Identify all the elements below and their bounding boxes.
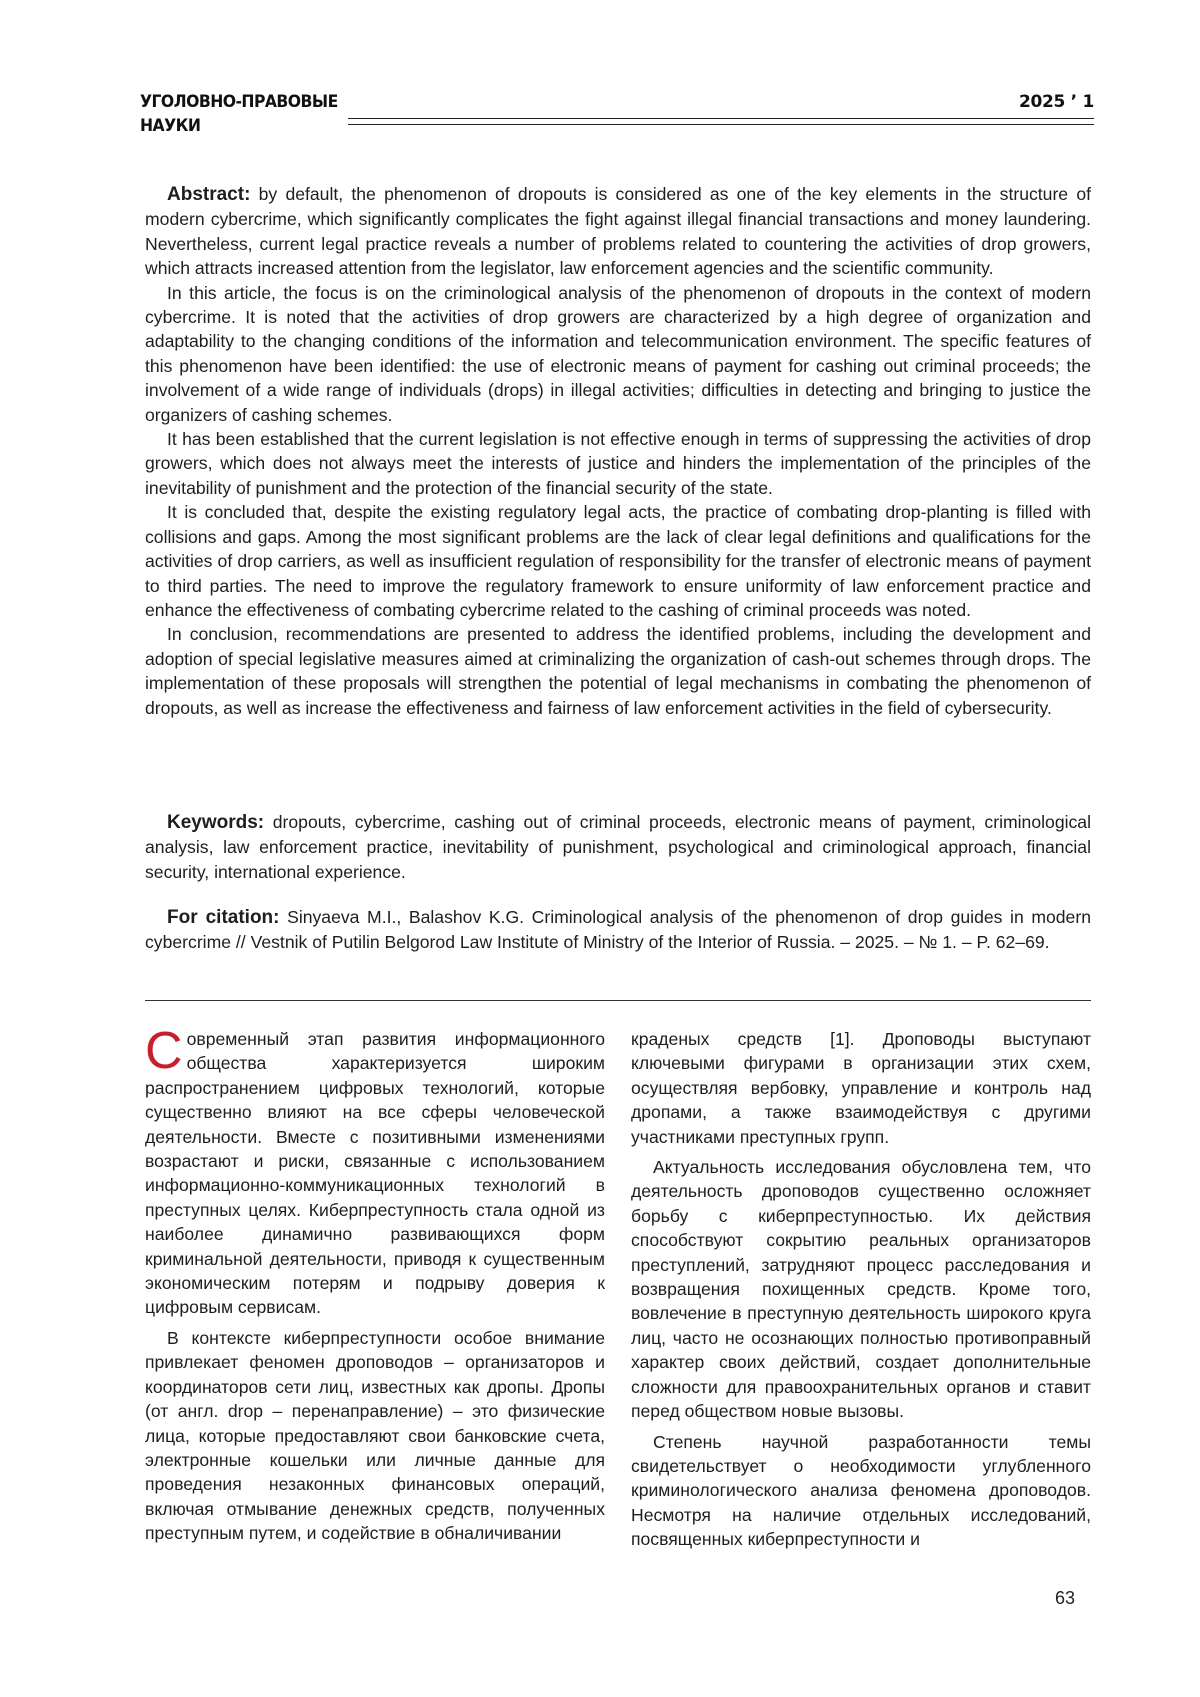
abstract-paragraph: It is concluded that, despite the existing regulatory legal acts, the practice of combating drop-planting is filled with collisions and gaps. Among the most significant problems are the lack of clear legal definitions and qualifications for the activities of drop carriers, as well as insufficient regulation of responsibility for the transfer of electronic means of payment to third parties. The need to improve the regulatory framework to ensure uniformity of law enforcement practice and enhance the effectiveness of combating cybercrime related to the cashing of criminal proceeds was noted. [145,502,1091,620]
drop-cap: С [145,1022,183,1080]
body-column-left [145,1022,605,1546]
journal-section-title [140,90,338,138]
abstract-paragraph [145,182,1091,281]
body-paragraph: Актуальность исследования обусловлена тем, что деятельность дроповодов существенно осложняет борьбу с киберпреступностью. Их действия способствуют сокрытию реальных организаторов преступлений, затрудняют процесс расследования и возвращения похищенных средств. Кроме того, вовлечение в преступную деятельность широкого круга лиц, часто не осознающих полностью противоправный характер своих действий, создает дополнительные сложности для правоохранительных органов и ставит перед обществом новые вызовы. [631,1157,1091,1422]
abstract-paragraph: In conclusion, recommendations are presented to address the identified problems, including the development and adoption of special legislative measures aimed at criminalizing the organization of cash-out schemes through drops. The implementation of these proposals will strengthen the potential of legal mechanisms in combating the phenomenon of dropouts, as well as increase the effectiveness and fairness of law enforcement activities in the field of cybersecurity. [145,624,1091,718]
citation-block [145,905,1091,955]
body-paragraph [145,1022,605,1320]
body-text: овременный этап развития информационного общества характеризуется широким распространением цифровых технологий, которые существенно влияют на все сферы человеческой деятельности. Вместе с позитивными изменениями возрастают и риски, связанные с использованием информационно-коммуникационных технологий в преступных целях. Киберпреступность стала одной из наиболее динамично развивающихся форм криминальной деятельности, приводя к существенным экономическим потерям и подрыву доверия к цифровым сервисам. [145,1029,605,1318]
section-title-line-2: НАУКИ [140,116,201,136]
abstract-paragraph: It has been established that the current legislation is not effective enough in terms of suppressing the activities of drop growers, which does not always meet the interests of justice and hinders the implementation of the principles of the inevitability of punishment and the protection of the financial security of the state. [145,429,1091,498]
section-divider [145,1000,1091,1001]
keywords-block [145,810,1091,884]
running-header [140,88,1094,140]
keywords-text: dropouts, cybercrime, cashing out of criminal proceeds, electronic means of payment, criminological analysis, law enforcement practice, inevitability of punishment, psychological and criminological approach, financial security, international experience. [145,812,1091,882]
citation-label: For citation: [167,907,280,928]
body-paragraph: Степень научной разработанности темы свидетельствует о необходимости углубленного криминологического анализа феномена дроповодов. Несмотря на наличие отдельных исследований, посвященных киберпреступности и [631,1431,1091,1550]
body-paragraph: В контексте киберпреступности особое внимание привлекает феномен дроповодов – организаторов и координаторов сети лиц, известных как дропы. Дропы (от англ. drop – перенаправление) – это физические лица, которые предоставляют свои банковские счета, электронные кошельки или личные данные для проведения незаконных финансовых операций, включая отмывание денежных средств, полученных преступным путем, и содействие в обналичивании [145,1327,605,1544]
header-rule-top [348,118,1094,119]
abstract-text: by default, the phenomenon of dropouts is considered as one of the key elements in the structure of modern cybercrime, which significantly complicates the fight against illegal financial transactions and money laundering. Nevertheless, current legal practice reveals a number of problems related to countering the activities of drop growers, which attracts increased attention from the legislator, law enforcement agencies and the scientific community. [145,184,1091,279]
keywords-label: Keywords: [167,812,265,833]
abstract-label: Abstract: [167,184,251,205]
issue-number: 2025 ’ 1 [1018,92,1094,112]
section-title-line-1: УГОЛОВНО-ПРАВОВЫЕ [140,92,338,112]
abstract-block [145,182,1091,720]
body-paragraph: краденых средств [1]. Дроповоды выступают ключевыми фигурами в организации этих схем, осуществляя вербовку, управление и контроль над дропами, а также взаимодействуя с другими участниками преступных групп. [631,1029,1091,1147]
body-column-right [631,1027,1091,1552]
citation-text: Sinyaeva M.I., Balashov K.G. Criminological analysis of the phenomenon of drop guides in modern cybercrime // Vestnik of Putilin Belgorod Law Institute of Ministry of the Interior of Russia. – 2025. – № 1. – P. 62–69. [145,907,1091,953]
header-rule-bottom [348,124,1094,125]
abstract-paragraph: In this article, the focus is on the criminological analysis of the phenomenon of dropouts in the context of modern cybercrime. It is noted that the activities of drop growers are characterized by a high degree of organization and adaptability to the changing conditions of the information and telecommunication environment. The specific features of this phenomenon have been identified: the use of electronic means of payment for cashing out criminal proceeds; the involvement of a wide range of individuals (drops) in illegal activities; difficulties in detecting and bringing to justice the organizers of cashing schemes. [145,282,1091,425]
page-number: 63 [1055,1588,1076,1608]
